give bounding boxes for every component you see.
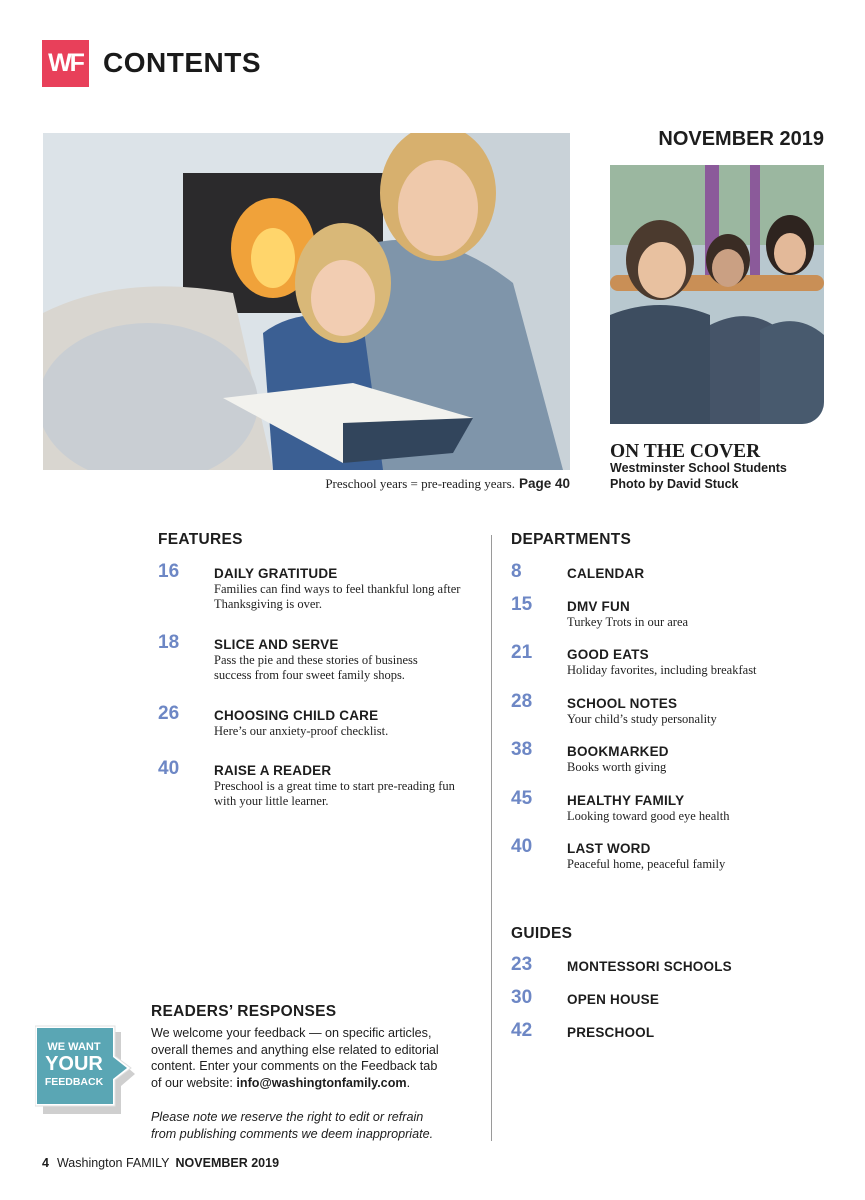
department-page-number[interactable]: 45 xyxy=(511,788,533,809)
department-desc: Your child’s study personality xyxy=(567,712,717,726)
guide-page-number[interactable]: 30 xyxy=(511,987,533,1008)
responses-line xyxy=(151,1075,473,1092)
cover-heading: ON THE COVER xyxy=(610,441,761,462)
feedback-email-link[interactable]: info@washingtonfamily.com xyxy=(236,1075,407,1090)
column-divider xyxy=(491,535,492,1141)
footer-page-number: 4 xyxy=(42,1156,49,1170)
department-desc: Books worth giving xyxy=(567,760,667,774)
feature-page-number[interactable]: 40 xyxy=(158,758,180,779)
badge-line-3: FEEDBACK xyxy=(44,1076,104,1088)
issue-date: NOVEMBER 2019 xyxy=(658,128,824,150)
department-page-number[interactable]: 38 xyxy=(511,739,533,760)
feature-desc: success from four sweet family shops. xyxy=(214,668,405,682)
department-page-number[interactable]: 28 xyxy=(511,691,533,712)
department-page-number[interactable]: 21 xyxy=(511,642,533,663)
feature-desc: Pass the pie and these stories of business xyxy=(214,653,418,667)
hero-illustration xyxy=(43,133,570,470)
hero-caption-page[interactable]: Page 40 xyxy=(518,476,570,491)
department-page-number[interactable]: 15 xyxy=(511,594,533,615)
department-title[interactable]: SCHOOL NOTES xyxy=(567,696,678,711)
feature-desc: Preschool is a great time to start pre-reading fun xyxy=(214,779,455,793)
cover-illustration xyxy=(610,165,824,424)
responses-note-line: Please note we reserve the right to edit or refrain xyxy=(151,1110,424,1124)
feature-desc: Here’s our anxiety-proof checklist. xyxy=(214,724,389,738)
responses-note xyxy=(151,1109,473,1142)
department-desc: Holiday favorites, including breakfast xyxy=(567,663,757,677)
hero-photo xyxy=(43,133,570,470)
guide-title[interactable]: MONTESSORI SCHOOLS xyxy=(567,959,732,974)
department-title[interactable]: BOOKMARKED xyxy=(567,744,669,759)
department-title[interactable]: HEALTHY FAMILY xyxy=(567,793,685,808)
cover-line-1: Westminster School Students xyxy=(610,461,787,475)
footer-issue: NOVEMBER 2019 xyxy=(175,1156,280,1170)
responses-line: We welcome your feedback — on specific articles, xyxy=(151,1026,432,1040)
hero-caption-text: Preschool years = pre-reading years. xyxy=(325,476,515,491)
department-page-number[interactable]: 8 xyxy=(511,561,522,582)
responses-heading: READERS’ RESPONSES xyxy=(151,1003,337,1020)
page-title: CONTENTS xyxy=(103,47,261,78)
feature-title[interactable]: SLICE AND SERVE xyxy=(214,637,339,652)
responses-line: content. Enter your comments on the Feedback tab xyxy=(151,1059,438,1073)
responses-body xyxy=(151,1025,473,1091)
cover-photo xyxy=(610,165,824,424)
department-title[interactable]: CALENDAR xyxy=(567,566,645,581)
department-desc: Peaceful home, peaceful family xyxy=(567,857,726,871)
responses-line-prefix: of our website: xyxy=(151,1075,237,1090)
responses-line-suffix: . xyxy=(406,1075,411,1090)
feature-page-number[interactable]: 26 xyxy=(158,703,180,724)
department-title[interactable]: GOOD EATS xyxy=(567,647,649,662)
hero-caption xyxy=(180,476,570,492)
page-footer xyxy=(42,1156,279,1170)
department-title[interactable]: DMV FUN xyxy=(567,599,630,614)
guide-title[interactable]: PRESCHOOL xyxy=(567,1025,655,1040)
feature-desc: Thanksgiving is over. xyxy=(214,597,322,611)
guide-page-number[interactable]: 42 xyxy=(511,1020,533,1041)
department-desc: Turkey Trots in our area xyxy=(567,615,689,629)
department-title[interactable]: LAST WORD xyxy=(567,841,651,856)
wf-logo: WF xyxy=(42,40,89,87)
features-heading: FEATURES xyxy=(158,531,243,548)
feature-title[interactable]: CHOOSING CHILD CARE xyxy=(214,708,379,723)
cover-line-2: Photo by David Stuck xyxy=(610,477,739,491)
badge-line-1: WE WANT xyxy=(47,1041,101,1053)
feature-desc: with your little learner. xyxy=(214,794,329,808)
footer-publication: Washington FAMILY xyxy=(56,1156,170,1170)
responses-line: overall themes and anything else related to editorial xyxy=(151,1042,439,1057)
guides-heading: GUIDES xyxy=(511,925,573,942)
feature-desc: Families can find ways to feel thankful long after xyxy=(214,582,461,596)
department-page-number[interactable]: 40 xyxy=(511,836,533,857)
department-desc: Looking toward good eye health xyxy=(567,809,730,823)
feature-page-number[interactable]: 16 xyxy=(158,561,180,582)
badge-line-2: YOUR xyxy=(45,1053,103,1075)
feature-title[interactable]: RAISE A READER xyxy=(214,763,332,778)
guide-title[interactable]: OPEN HOUSE xyxy=(567,992,660,1007)
departments-heading: DEPARTMENTS xyxy=(511,531,632,548)
guide-page-number[interactable]: 23 xyxy=(511,954,533,975)
feature-page-number[interactable]: 18 xyxy=(158,632,180,653)
feature-title[interactable]: DAILY GRATITUDE xyxy=(214,566,338,581)
responses-note-line: from publishing comments we deem inappropriate. xyxy=(151,1126,434,1141)
